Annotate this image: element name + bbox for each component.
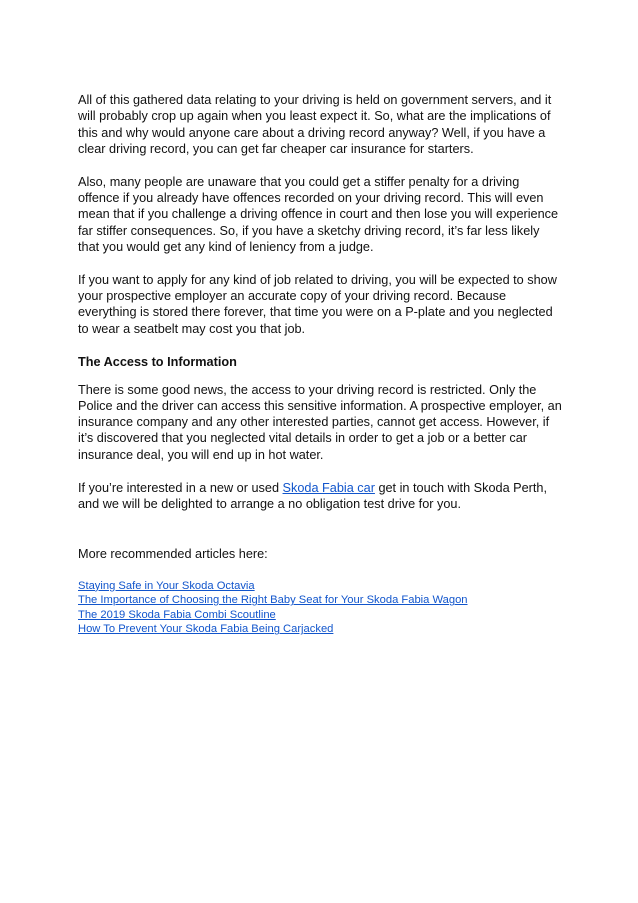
contact-text-before: If you’re interested in a new or used [78, 480, 283, 495]
skoda-fabia-car-link[interactable]: Skoda Fabia car [282, 480, 375, 495]
article-link-fabia-combi[interactable]: The 2019 Skoda Fabia Combi Scoutline [78, 608, 276, 621]
contact-text-after: get in touch with Skoda Perth, and we will be delighted to arrange a no obligation test drive for you. [78, 480, 548, 511]
article-link-carjacked[interactable]: How To Prevent Your Skoda Fabia Being Carjacked [78, 623, 334, 636]
spacer [78, 529, 564, 546]
article-link-octavia[interactable]: Staying Safe in Your Skoda Octavia [78, 579, 255, 592]
document-body [78, 92, 564, 637]
recommended-articles-title: More recommended articles here: [78, 546, 268, 561]
section-heading: The Access to Information [78, 354, 237, 369]
paragraph-contact [78, 480, 564, 513]
paragraph-job-application: If you want to apply for any kind of job related to driving, you will be expected to show your prospective employer an accurate copy of your driving record. Because everything is stored there forever, that time you were on a P-plate and you neglected to wear a seatbelt may cost you that job. [78, 272, 557, 336]
article-link-baby-seat[interactable]: The Importance of Choosing the Right Baby Seat for Your Skoda Fabia Wagon [78, 594, 468, 607]
recommended-articles [78, 546, 564, 637]
paragraph-driving-data: All of this gathered data relating to your driving is held on government servers, and it will probably crop up again when you least expect it. So, what are the implications of this and why would anyone care about a driving record anyway? Well, if you have a clear driving record, you can get far cheaper car insurance for starters. [78, 93, 552, 156]
paragraph-stiffer-penalty: Also, many people are unaware that you could get a stiffer penalty for a driving offence if you already have offences recorded on your driving record. This will even mean that if you challenge a driving offence in court and then lose you will experience far stiffer consequences. So, if you have a sketchy driving record, it’s far less likely that you would get any kind of leniency from a judge. [78, 174, 559, 254]
paragraph-access-info: There is some good news, the access to your driving record is restricted. Only the Police and the driver can access this sensitive information. A prospective employer, an insurance company and any other interested parties, cannot get access. However, if it’s discovered that you neglected vital details in order to get a job or a better car insurance deal, you will end up in hot water. [78, 382, 562, 462]
